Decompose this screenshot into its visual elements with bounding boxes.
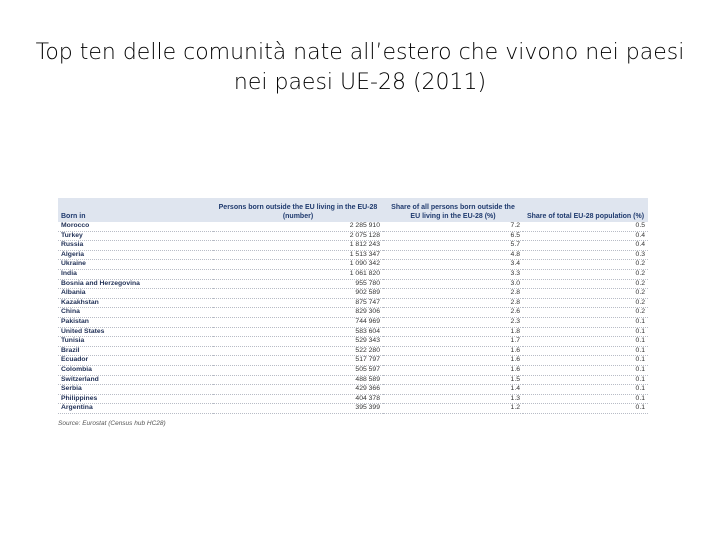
table-row (58, 356, 648, 366)
cell-country: Colombia (58, 365, 213, 375)
cell-country: Turkey (58, 231, 213, 241)
cell-persons-number: 875 747 (213, 298, 383, 308)
cell-share-outside: 6.5 (383, 231, 523, 241)
cell-share-outside: 1.4 (383, 385, 523, 395)
table-body (58, 222, 648, 413)
cell-share-outside: 2.3 (383, 317, 523, 327)
header-row (58, 198, 648, 222)
cell-persons-number: 488 589 (213, 375, 383, 385)
cell-country: Serbia (58, 385, 213, 395)
cell-persons-number: 404 378 (213, 394, 383, 404)
cell-share-total: 0.4 (523, 241, 648, 251)
table-row (58, 269, 648, 279)
cell-share-outside: 5.7 (383, 241, 523, 251)
cell-share-total: 0.1 (523, 327, 648, 337)
cell-persons-number: 1 812 243 (213, 241, 383, 251)
cell-share-total: 0.2 (523, 279, 648, 289)
table-row (58, 241, 648, 251)
cell-share-outside: 1.3 (383, 394, 523, 404)
table-row (58, 231, 648, 241)
cell-share-outside: 4.8 (383, 250, 523, 260)
header-persons-number: Persons born outside the EU living in the EU-28 (number) (218, 204, 378, 220)
cell-share-total: 0.1 (523, 346, 648, 356)
title-line-2: nei paesi UE-28 (2011) (233, 70, 487, 95)
cell-share-total: 0.1 (523, 375, 648, 385)
cell-share-total: 0.3 (523, 250, 648, 260)
cell-share-total: 0.2 (523, 269, 648, 279)
cell-share-outside: 3.0 (383, 279, 523, 289)
cell-country: Pakistan (58, 317, 213, 327)
cell-share-total: 0.2 (523, 260, 648, 270)
cell-persons-number: 529 343 (213, 337, 383, 347)
cell-persons-number: 902 589 (213, 289, 383, 299)
table-header (58, 198, 648, 222)
title-line-1: Top ten delle comunità nate all’estero che vivono nei paesi (35, 40, 685, 65)
slide-title (30, 38, 690, 98)
cell-share-outside: 1.5 (383, 375, 523, 385)
cell-share-outside: 7.2 (383, 222, 523, 231)
header-born-in: Born in (61, 213, 86, 220)
cell-country: India (58, 269, 213, 279)
cell-share-total: 0.1 (523, 337, 648, 347)
cell-country: Albania (58, 289, 213, 299)
table-row (58, 279, 648, 289)
cell-persons-number: 583 604 (213, 327, 383, 337)
table-row (58, 250, 648, 260)
cell-share-total: 0.4 (523, 231, 648, 241)
cell-persons-number: 955 780 (213, 279, 383, 289)
cell-persons-number: 2 075 128 (213, 231, 383, 241)
cell-persons-number: 395 399 (213, 404, 383, 414)
cell-share-total: 0.2 (523, 298, 648, 308)
table-row (58, 317, 648, 327)
table-row (58, 289, 648, 299)
cell-share-outside: 1.6 (383, 356, 523, 366)
cell-share-outside: 2.6 (383, 308, 523, 318)
cell-country: Russia (58, 241, 213, 251)
cell-country: Brazil (58, 346, 213, 356)
cell-share-outside: 2.8 (383, 289, 523, 299)
table-row (58, 222, 648, 231)
data-table-container (58, 198, 648, 427)
table-row (58, 365, 648, 375)
table-row (58, 404, 648, 414)
cell-persons-number: 429 366 (213, 385, 383, 395)
cell-share-total: 0.1 (523, 356, 648, 366)
cell-persons-number: 1 061 820 (213, 269, 383, 279)
cell-persons-number: 829 306 (213, 308, 383, 318)
table-row (58, 385, 648, 395)
cell-persons-number: 522 280 (213, 346, 383, 356)
cell-share-outside: 3.3 (383, 269, 523, 279)
cell-share-outside: 1.2 (383, 404, 523, 414)
cell-country: Kazakhstan (58, 298, 213, 308)
cell-country: Morocco (58, 222, 213, 231)
cell-share-outside: 1.8 (383, 327, 523, 337)
cell-share-total: 0.5 (523, 222, 648, 231)
cell-country: Philippines (58, 394, 213, 404)
cell-share-total: 0.1 (523, 404, 648, 414)
table-row (58, 298, 648, 308)
table-row (58, 337, 648, 347)
cell-persons-number: 1 513 347 (213, 250, 383, 260)
table-row (58, 394, 648, 404)
cell-share-total: 0.1 (523, 365, 648, 375)
cell-country: Switzerland (58, 375, 213, 385)
table-row (58, 308, 648, 318)
cell-persons-number: 1 090 342 (213, 260, 383, 270)
cell-share-total: 0.1 (523, 394, 648, 404)
table-row (58, 327, 648, 337)
cell-share-total: 0.2 (523, 308, 648, 318)
cell-country: Argentina (58, 404, 213, 414)
population-table (58, 198, 648, 414)
cell-share-outside: 3.4 (383, 260, 523, 270)
cell-country: Algeria (58, 250, 213, 260)
cell-persons-number: 517 797 (213, 356, 383, 366)
cell-share-outside: 1.7 (383, 337, 523, 347)
cell-country: Bosnia and Herzegovina (58, 279, 213, 289)
cell-share-outside: 1.6 (383, 365, 523, 375)
cell-country: Ukraine (58, 260, 213, 270)
table-row (58, 260, 648, 270)
cell-country: Ecuador (58, 356, 213, 366)
table-row (58, 346, 648, 356)
cell-share-total: 0.2 (523, 289, 648, 299)
cell-country: United States (58, 327, 213, 337)
cell-country: China (58, 308, 213, 318)
header-share-born-outside: Share of all persons born outside the EU living in the EU-28 (%) (391, 204, 515, 220)
cell-persons-number: 505 597 (213, 365, 383, 375)
cell-persons-number: 2 285 910 (213, 222, 383, 231)
cell-share-total: 0.1 (523, 385, 648, 395)
cell-persons-number: 744 969 (213, 317, 383, 327)
source-note: Source: Eurostat (Census hub HC28) (58, 419, 166, 427)
table-row (58, 375, 648, 385)
header-share-total-population: Share of total EU-28 population (%) (526, 213, 645, 220)
cell-share-outside: 1.6 (383, 346, 523, 356)
cell-country: Tunisia (58, 337, 213, 347)
cell-share-total: 0.1 (523, 317, 648, 327)
cell-share-outside: 2.8 (383, 298, 523, 308)
